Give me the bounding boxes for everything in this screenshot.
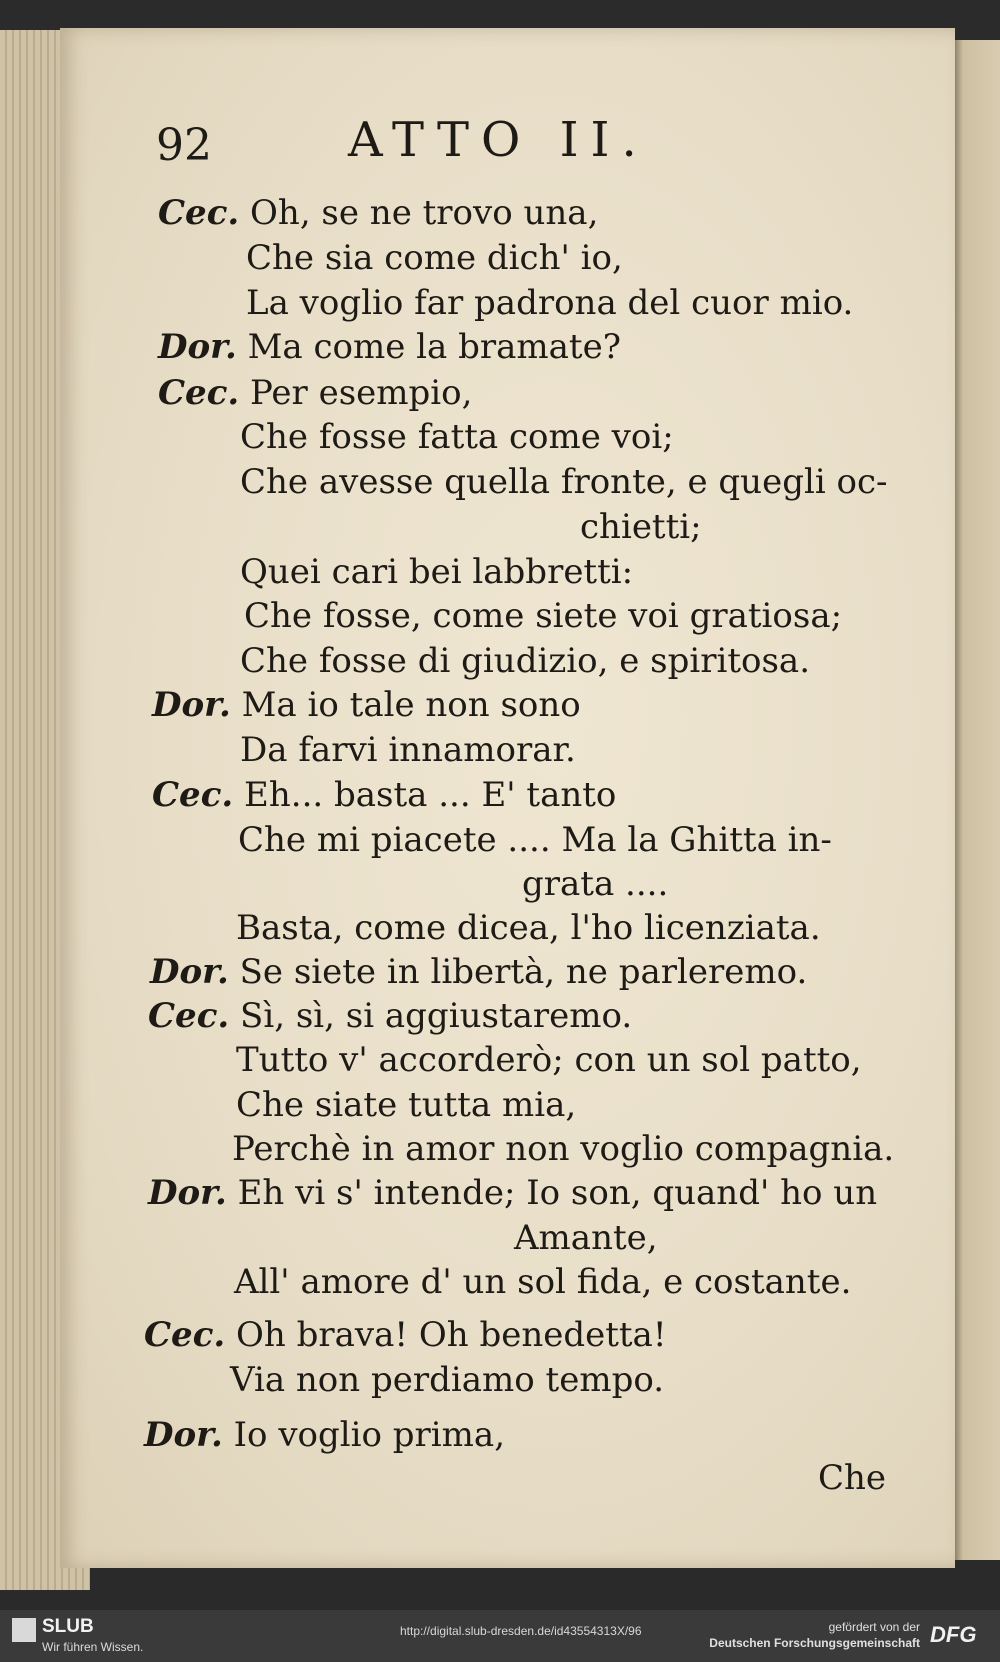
line-text: Da farvi innamorar. [240, 730, 576, 770]
funder-line-1: gefördert von der [828, 1620, 920, 1634]
line-text: Amante, [514, 1218, 658, 1258]
line-text: Eh vi s' intende; Io son, quand' ho un [237, 1173, 878, 1213]
speaker: Cec. [152, 775, 234, 815]
line-text: Che fosse di giudizio, e spiritosa. [240, 641, 811, 681]
text-line [244, 596, 843, 636]
text-line [514, 1218, 658, 1258]
page-number: 92 [156, 120, 212, 171]
slub-logo-icon [12, 1618, 36, 1642]
line-text: chietti; [580, 507, 702, 547]
speaker: Dor. [144, 1415, 223, 1455]
speaker: Dor. [148, 1173, 227, 1213]
text-line [240, 417, 674, 457]
act-header: ATTO II. [348, 112, 649, 168]
line-text: Via non perdiamo tempo. [230, 1360, 665, 1400]
line-text: Che fosse fatta come voi; [240, 417, 674, 457]
catchword: Che [818, 1458, 887, 1498]
line-text: Che sia come dich' io, [246, 238, 623, 278]
text-line [144, 1315, 667, 1355]
line-text: La voglio far padrona del cuor mio. [246, 283, 854, 323]
line-text: Per esempio, [250, 373, 473, 413]
text-line [150, 952, 808, 992]
text-line [234, 1262, 852, 1302]
line-text: Eh... basta ... E' tanto [244, 775, 617, 815]
speaker: Cec. [148, 996, 230, 1036]
funder-line-2: Deutschen Forschungsgemeinschaft [709, 1636, 920, 1650]
text-line [236, 1085, 577, 1125]
line-text: Basta, come dicea, l'ho licenziata. [236, 908, 821, 948]
text-line [144, 1415, 505, 1455]
text-line [148, 996, 633, 1036]
speaker: Cec. [158, 373, 240, 413]
text-line [152, 685, 581, 725]
text-line [240, 730, 576, 770]
text-line [158, 193, 599, 233]
line-text: Sì, sì, si aggiustaremo. [240, 996, 633, 1036]
slub-logo-text: SLUB [42, 1616, 94, 1637]
text-line [240, 462, 888, 502]
line-text: Oh, se ne trovo una, [250, 193, 599, 233]
text-line [240, 552, 634, 592]
line-text: Che mi piacete .... Ma la Ghitta in- [238, 820, 832, 860]
line-text: Quei cari bei labbretti: [240, 552, 634, 592]
line-text: All' amore d' un sol fida, e costante. [234, 1262, 852, 1302]
permalink[interactable]: http://digital.slub-dresden.de/id43554313X/96 [400, 1624, 642, 1638]
text-line [240, 641, 811, 681]
line-text: Che siate tutta mia, [236, 1085, 577, 1125]
text-line [152, 775, 617, 815]
speaker: Cec. [158, 193, 240, 233]
speaker: Cec. [144, 1315, 226, 1355]
line-text: Che avesse quella fronte, e quegli oc- [240, 462, 888, 502]
text-line [158, 327, 621, 367]
text-line [230, 1360, 665, 1400]
slub-tagline: Wir führen Wissen. [42, 1640, 144, 1654]
text-line [580, 507, 702, 547]
dfg-logo[interactable]: DFG [930, 1622, 977, 1647]
text-line [522, 864, 669, 904]
text-line [246, 238, 623, 278]
text-line [238, 820, 832, 860]
text-line [236, 1040, 862, 1080]
text-line [232, 1129, 895, 1169]
line-text: Oh brava! Oh benedetta! [236, 1315, 667, 1355]
line-text: grata .... [522, 864, 669, 904]
line-text: Ma io tale non sono [241, 685, 581, 725]
line-text: Che fosse, come siete voi gratiosa; [244, 596, 843, 636]
viewer-footer [0, 1610, 1000, 1662]
line-text: Tutto v' accorderò; con un sol patto, [236, 1040, 862, 1080]
funder-credit [700, 1619, 920, 1651]
line-text: Ma come la bramate? [247, 327, 621, 367]
line-text: Se siete in libertà, ne parleremo. [239, 952, 808, 992]
line-text: Io voglio prima, [233, 1415, 505, 1455]
speaker: Dor. [158, 327, 237, 367]
speaker: Dor. [152, 685, 231, 725]
text-line [158, 373, 473, 413]
text-line [148, 1173, 878, 1213]
text-line [246, 283, 854, 323]
line-text: Perchè in amor non voglio compagnia. [232, 1129, 895, 1169]
speaker: Dor. [150, 952, 229, 992]
text-line [236, 908, 821, 948]
